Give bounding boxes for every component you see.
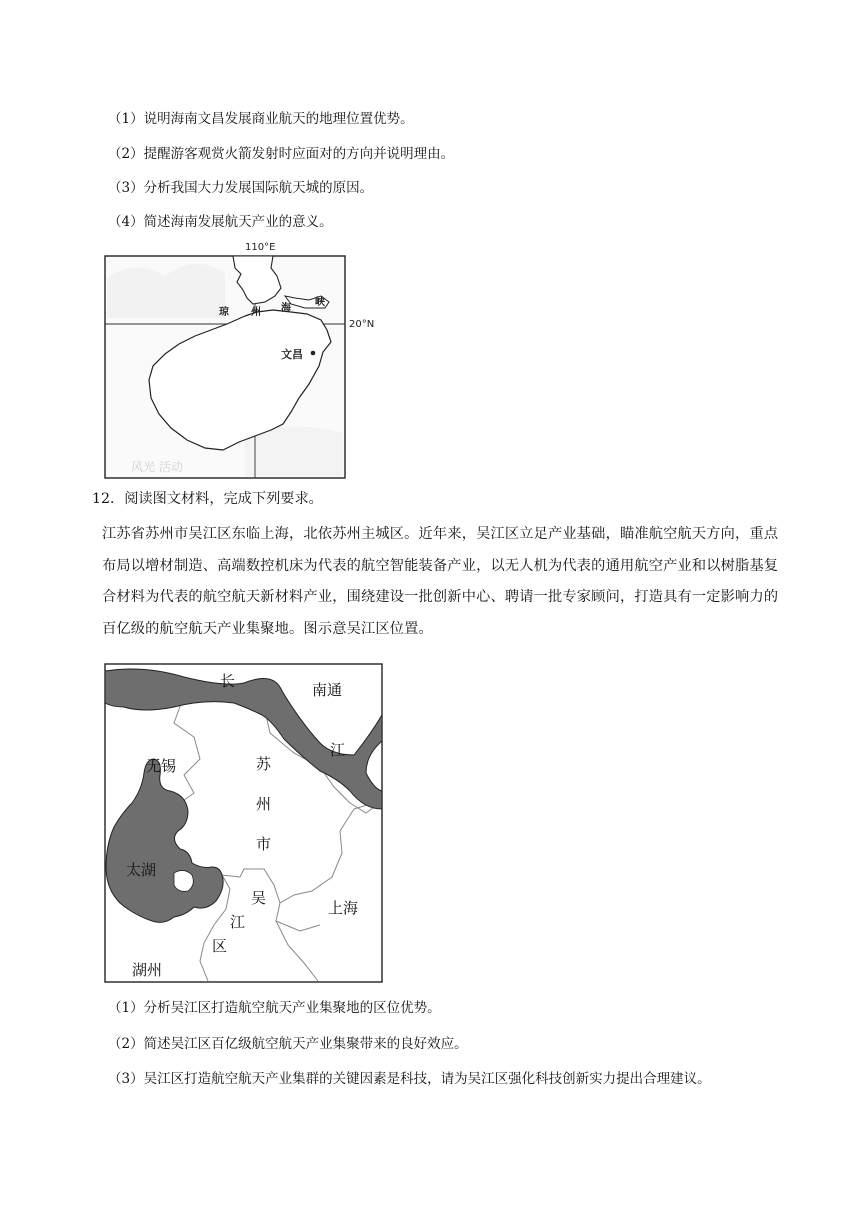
wujiang-map <box>104 663 384 985</box>
q12-subquestion-1: （1）分析吴江区打造航空航天产业集聚地的区位优势。 <box>108 1000 441 1016</box>
wujiang-label-1: 吴 <box>251 889 267 907</box>
nantong-label: 南通 <box>312 681 343 699</box>
lon-label: 110°E <box>245 242 276 253</box>
strait-label-2: 州 <box>251 307 261 318</box>
q11-subquestion-1: （1）说明海南文昌发展商业航天的地理位置优势。 <box>108 111 414 127</box>
wenchang-label: 文昌 <box>281 348 303 361</box>
faint-text: 风光 活动 <box>131 460 183 474</box>
river-label-chang: 长 <box>220 672 236 690</box>
wenchang-dot <box>311 351 316 356</box>
suzhou-label-2: 州 <box>256 795 272 813</box>
hainan-map <box>95 238 405 480</box>
q11-subquestion-4: （4）简述海南发展航天产业的意义。 <box>108 214 333 230</box>
q11-subquestion-2: （2）提醒游客观赏火箭发射时应面对的方向并说明理由。 <box>108 146 455 162</box>
wujiang-label-2: 江 <box>230 913 246 931</box>
q12-paragraph: 江苏省苏州市吴江区东临上海，北依苏州主城区。近年来，吴江区立足产业基础，瞄准航空航天方向，重点布局以增材制造、高端数控机床为代表的航空智能装备产业，以无人机为代表的通用航空产业和以树脂基复合材料为代表的航空航天新材料产业，围绕建设一批创新中心、聘请一批专家顾问，打造具有一定影响力的百亿级的航空航天产业集聚地。图示意吴江区位置。 <box>102 526 779 637</box>
strait-label-4: 峡 <box>315 297 325 308</box>
q12-subquestion-3: （3）吴江区打造航空航天产业集群的关键因素是科技，请为吴江区强化科技创新实力提出合理建议。 <box>108 1071 711 1087</box>
suzhou-label-3: 市 <box>256 835 272 853</box>
lat-label: 20°N <box>349 319 375 330</box>
shanghai-label: 上海 <box>328 899 359 917</box>
q11-subquestion-3: （3）分析我国大力发展国际航天城的原因。 <box>108 180 374 196</box>
q12-subquestion-2: （2）简述吴江区百亿级航空航天产业集聚带来的良好效应。 <box>108 1036 468 1052</box>
taihu-label: 太湖 <box>126 861 157 879</box>
wujiang-label-3: 区 <box>212 937 228 955</box>
huzhou-label: 湖州 <box>132 961 163 979</box>
river-label-jiang: 江 <box>330 741 346 759</box>
strait-label-1: 琼 <box>219 307 229 318</box>
strait-label-3: 海 <box>281 303 291 314</box>
suzhou-label-1: 苏 <box>256 755 272 773</box>
q12-heading: 12．阅读图文材料，完成下列要求。 <box>92 491 323 507</box>
wuxi-label: 无锡 <box>146 757 177 775</box>
